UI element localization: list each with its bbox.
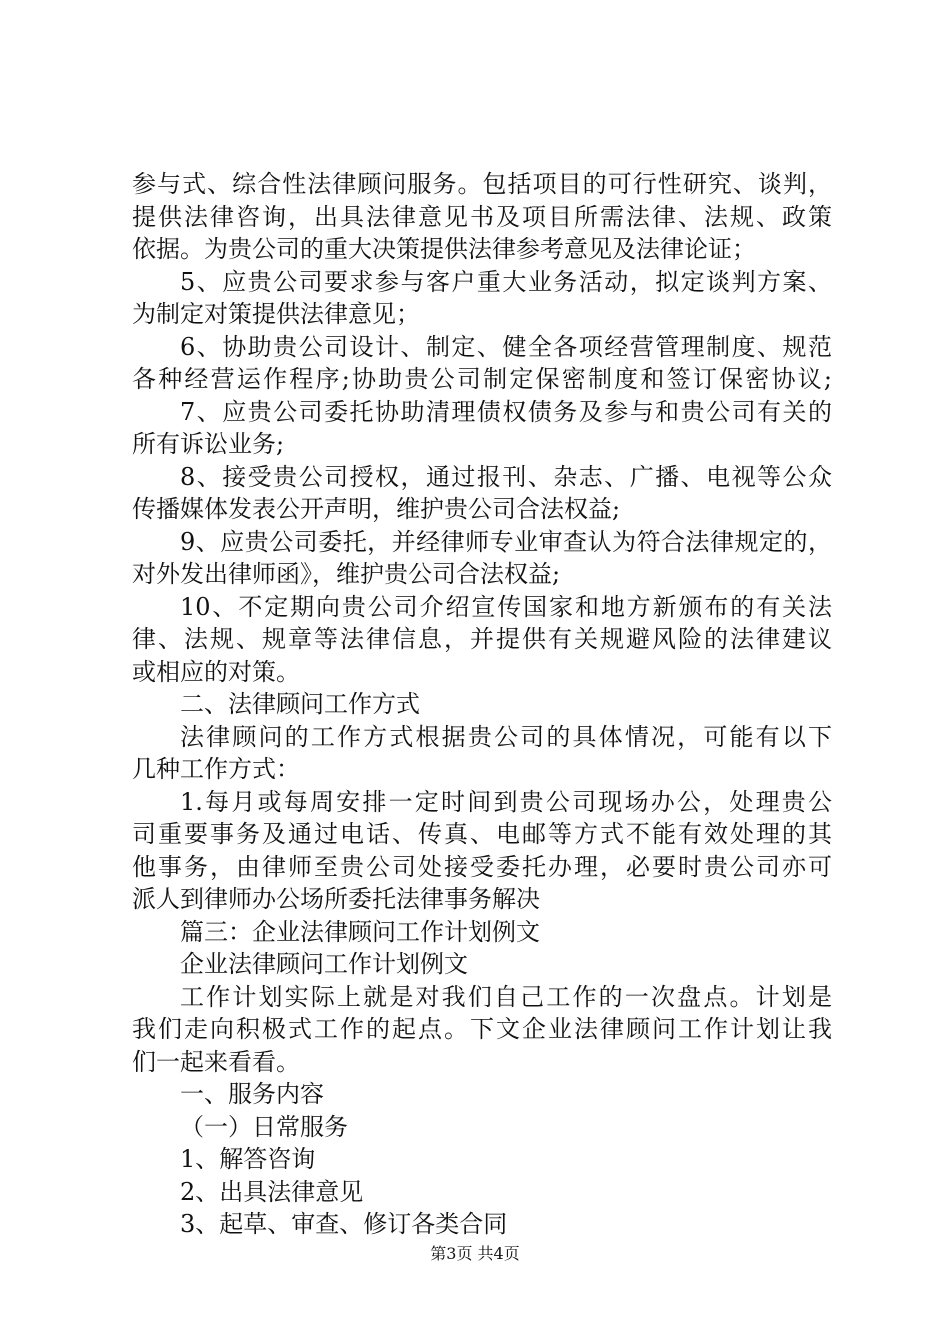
text-line: 10、不定期向贵公司介绍宣传国家和地方新颁布的有关法 <box>180 592 832 621</box>
text-line: 工作计划实际上就是对我们自己工作的一次盘点。计划是 <box>180 982 832 1011</box>
text-line: 传播媒体发表公开声明，维护贵公司合法权益; <box>132 495 621 523</box>
text-line: 对外发出律师函》，维护贵公司合法权益; <box>132 560 561 588</box>
text-line: 1.每月或每周安排一定时间到贵公司现场办公，处理贵公 <box>180 787 832 816</box>
list-item: 2、出具法律意见 <box>180 1177 364 1206</box>
list-item: 1、解答咨询 <box>180 1145 316 1173</box>
text-line: 依据。为贵公司的重大决策提供法律参考意见及法律论证； <box>132 235 756 263</box>
text-line: 律、法规、规章等法律信息，并提供有关规避风险的法律建议 <box>132 625 832 653</box>
text-line: 提供法律咨询，出具法律意见书及项目所需法律、法规、政策 <box>132 202 832 231</box>
text-line: 几种工作方式： <box>132 755 300 783</box>
section-heading: 一、服务内容 <box>180 1080 324 1108</box>
document-title: 企业法律顾问工作计划例文 <box>180 950 468 978</box>
text-line: 6、协助贵公司设计、制定、健全各项经营管理制度、规范 <box>180 332 832 361</box>
page-footer: 第3页 共4页 <box>430 1244 520 1263</box>
text-line: 法律顾问的工作方式根据贵公司的具体情况，可能有以下 <box>180 722 832 751</box>
text-line: 8、接受贵公司授权，通过报刊、杂志、广播、电视等公众 <box>180 462 832 491</box>
text-line: 们一起来看看。 <box>132 1047 300 1076</box>
text-line: 或相应的对策。 <box>132 657 300 686</box>
text-line: 参与式、综合性法律顾问服务。包括项目的可行性研究、谈判， <box>132 170 832 198</box>
chapter-heading: 篇三：企业法律顾问工作计划例文 <box>180 917 540 946</box>
text-line: 5、应贵公司要求参与客户重大业务活动，拟定谈判方案、 <box>180 267 832 296</box>
text-line: 7、应贵公司委托协助清理债权债务及参与和贵公司有关的 <box>180 397 832 426</box>
text-line: 各种经营运作程序;协助贵公司制定保密制度和签订保密协议; <box>132 365 832 393</box>
list-item: 3、起草、审查、修订各类合同 <box>180 1210 508 1238</box>
text-line: 派人到律师办公场所委托法律事务解决 <box>132 885 540 913</box>
text-line: 9、应贵公司委托，并经律师专业审查认为符合法律规定的， <box>180 527 832 556</box>
section-heading: 二、法律顾问工作方式 <box>180 690 420 718</box>
text-line: 我们走向积极式工作的起点。下文企业法律顾问工作计划让我 <box>132 1015 832 1043</box>
text-line: 所有诉讼业务; <box>132 430 285 458</box>
subsection-heading: （一）日常服务 <box>180 1112 348 1141</box>
text-line: 为制定对策提供法律意见； <box>132 300 420 328</box>
text-line: 他事务，由律师至贵公司处接受委托办理，必要时贵公司亦可 <box>132 852 832 881</box>
text-line: 司重要事务及通过电话、传真、电邮等方式不能有效处理的其 <box>132 820 832 848</box>
document-body <box>132 168 832 1241</box>
